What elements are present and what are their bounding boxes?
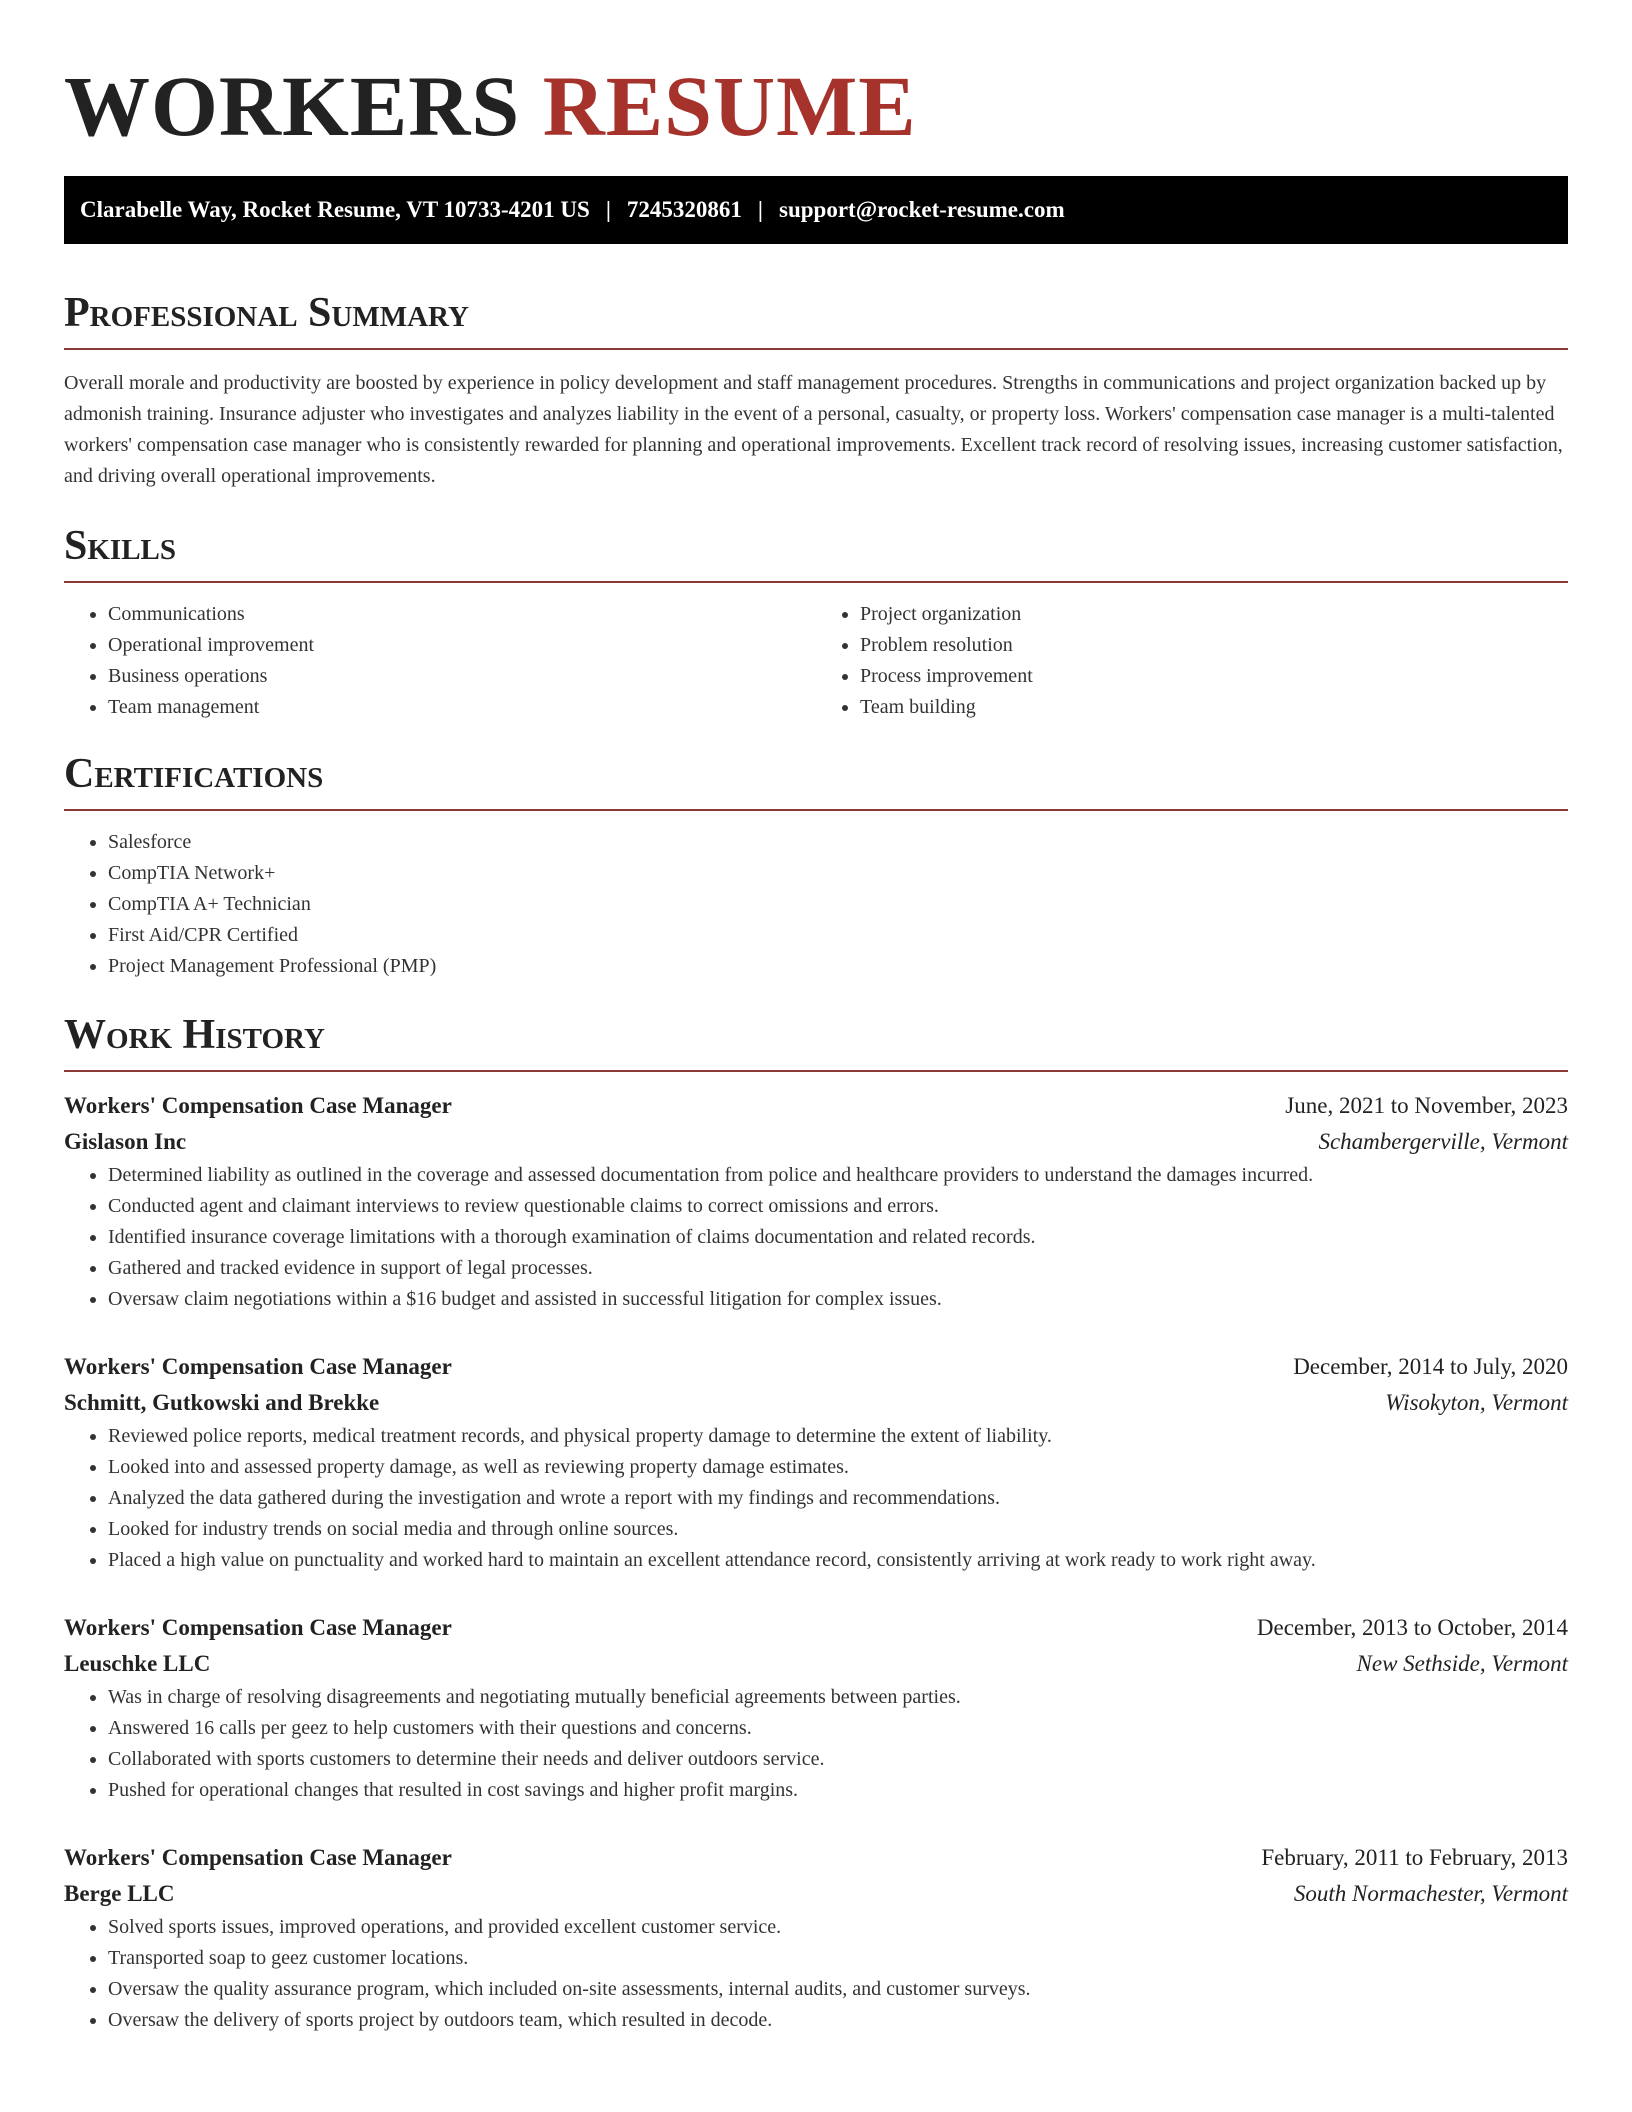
section-divider	[64, 348, 1568, 350]
certification-item: • CompTIA A+ Technician	[108, 889, 1568, 920]
skill-item: • Project organization	[860, 599, 1568, 630]
job-bullet: • Oversaw the quality assurance program, which included on-site assessments, internal audits, and customer surveys.	[108, 1974, 1568, 2005]
skills-heading: Skills	[64, 523, 177, 569]
job-header-row	[64, 1610, 1568, 1646]
job-company-row	[64, 1124, 1568, 1160]
job-header-row	[64, 1088, 1568, 1124]
job-entry	[64, 1088, 1568, 1315]
skills-section	[64, 521, 1568, 723]
job-entry	[64, 1840, 1568, 2036]
job-bullet: • Oversaw the delivery of sports project by outdoors team, which resulted in decode.	[108, 2005, 1568, 2036]
job-bullet: • Placed a high value on punctuality and worked hard to maintain an excellent attendance record, consistently arriving at work ready to work right away.	[108, 1545, 1568, 1576]
job-bullet: • Gathered and tracked evidence in support of legal processes.	[108, 1253, 1568, 1284]
skill-item: • Problem resolution	[860, 630, 1568, 661]
job-company: Leuschke LLC	[64, 1651, 211, 1676]
job-bullets	[64, 1682, 1568, 1806]
job-bullet: • Looked into and assessed property damage, as well as reviewing property damage estimates.	[108, 1452, 1568, 1483]
section-divider	[64, 581, 1568, 583]
job-location: New Sethside, Vermont	[1356, 1651, 1568, 1676]
job-title: Workers' Compensation Case Manager	[64, 1354, 452, 1379]
job-bullet: • Answered 16 calls per geez to help customers with their questions and concerns.	[108, 1713, 1568, 1744]
job-bullets	[64, 1912, 1568, 2036]
job-bullet: • Conducted agent and claimant interviews to review questionable claims to correct omissions and errors.	[108, 1191, 1568, 1222]
section-divider	[64, 1070, 1568, 1072]
skill-item: • Business operations	[108, 661, 816, 692]
certification-item: • Salesforce	[108, 827, 1568, 858]
contact-separator: |	[757, 197, 763, 222]
job-bullet: • Determined liability as outlined in the coverage and assessed documentation from police and healthcare providers to understand the damages incurred.	[108, 1160, 1568, 1191]
work-history-heading: Work History	[64, 1012, 325, 1058]
resume-title	[64, 0, 1568, 156]
job-company: Berge LLC	[64, 1881, 175, 1906]
job-company-row	[64, 1646, 1568, 1682]
job-dates: February, 2011 to February, 2013	[1261, 1845, 1568, 1870]
job-title: Workers' Compensation Case Manager	[64, 1615, 452, 1640]
job-bullets	[64, 1160, 1568, 1315]
job-dates: December, 2013 to October, 2014	[1256, 1615, 1568, 1640]
job-bullet: • Was in charge of resolving disagreements and negotiating mutually beneficial agreements between parties.	[108, 1682, 1568, 1713]
job-title: Workers' Compensation Case Manager	[64, 1093, 452, 1118]
job-company-row	[64, 1876, 1568, 1912]
certification-item: • Project Management Professional (PMP)	[108, 951, 1568, 982]
job-location: South Normachester, Vermont	[1293, 1881, 1568, 1906]
job-company: Gislason Inc	[64, 1129, 187, 1154]
job-dates: June, 2021 to November, 2023	[1285, 1093, 1568, 1118]
job-bullet: • Transported soap to geez customer locations.	[108, 1943, 1568, 1974]
certifications-section	[64, 749, 1568, 982]
contact-bar	[64, 176, 1568, 244]
contact-email: support@rocket-resume.com	[779, 197, 1065, 222]
contact-address: Clarabelle Way, Rocket Resume, VT 10733-4201 US	[80, 197, 590, 222]
skill-item: • Operational improvement	[108, 630, 816, 661]
job-bullet: • Pushed for operational changes that resulted in cost savings and higher profit margins.	[108, 1775, 1568, 1806]
job-bullet: • Looked for industry trends on social media and through online sources.	[108, 1514, 1568, 1545]
job-bullet: • Analyzed the data gathered during the investigation and wrote a report with my findings and recommendations.	[108, 1483, 1568, 1514]
job-dates: December, 2014 to July, 2020	[1293, 1354, 1568, 1379]
job-bullet: • Reviewed police reports, medical treatment records, and physical property damage to determine the extent of liability.	[108, 1421, 1568, 1452]
skill-item: • Process improvement	[860, 661, 1568, 692]
job-company: Schmitt, Gutkowski and Brekke	[64, 1390, 380, 1415]
title-second-word: RESUME	[542, 58, 917, 154]
contact-separator: |	[605, 197, 611, 222]
job-location: Wisokyton, Vermont	[1385, 1390, 1568, 1415]
skill-item: • Team building	[860, 692, 1568, 723]
certifications-list	[64, 827, 1568, 982]
job-bullet: • Collaborated with sports customers to determine their needs and deliver outdoors service.	[108, 1744, 1568, 1775]
job-entry	[64, 1610, 1568, 1806]
skill-item: • Team management	[108, 692, 816, 723]
skills-list-left	[64, 599, 816, 723]
certification-item: • CompTIA Network+	[108, 858, 1568, 889]
summary-text: Overall morale and productivity are boosted by experience in policy development and staff management procedures. Strengths in communications and project organization backed up by admonish training. Insurance adjuster who investigates and analyzes liability in the event of a personal, casualty, or property loss. Workers' compensation case manager is a multi-talented workers' compensation case manager who is consistently rewarded for planning and operational improvements. Excellent track record of resolving issues, increasing customer satisfaction, and driving overall operational improvements.	[64, 372, 1563, 487]
job-company-row	[64, 1385, 1568, 1421]
job-bullet: • Oversaw claim negotiations within a $16 budget and assisted in successful litigation for complex issues.	[108, 1284, 1568, 1315]
summary-heading: Professional Summary	[64, 290, 469, 336]
skills-list-right	[816, 599, 1568, 723]
section-divider	[64, 809, 1568, 811]
job-entry	[64, 1349, 1568, 1576]
job-bullet: • Identified insurance coverage limitations with a thorough examination of claims documentation and related records.	[108, 1222, 1568, 1253]
contact-phone: 7245320861	[626, 197, 742, 222]
certification-item: • First Aid/CPR Certified	[108, 920, 1568, 951]
skill-item: • Communications	[108, 599, 816, 630]
job-header-row	[64, 1840, 1568, 1876]
job-bullets	[64, 1421, 1568, 1576]
skills-grid	[64, 599, 1568, 723]
job-location: Schambergerville, Vermont	[1318, 1129, 1568, 1154]
job-bullet: • Solved sports issues, improved operations, and provided excellent customer service.	[108, 1912, 1568, 1943]
summary-section	[64, 288, 1568, 492]
work-history-section	[64, 1010, 1568, 2036]
job-title: Workers' Compensation Case Manager	[64, 1845, 452, 1870]
certifications-heading: Certifications	[64, 751, 324, 797]
job-header-row	[64, 1349, 1568, 1385]
title-first-word: WORKERS	[64, 58, 521, 154]
